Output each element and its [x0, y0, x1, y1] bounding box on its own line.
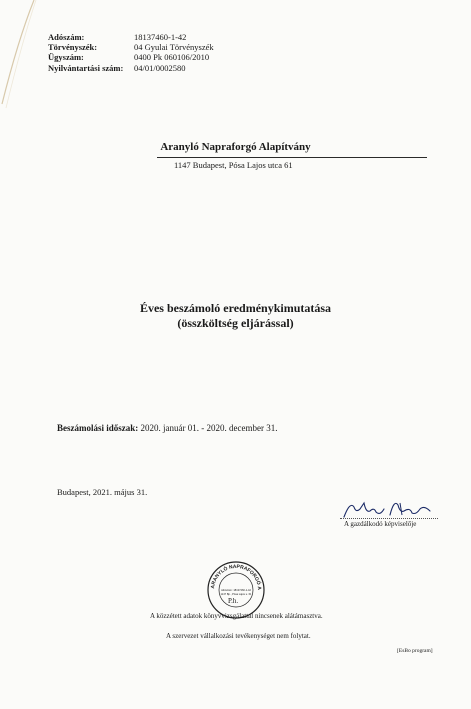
registry-number-label: Nyilvántartási szám: — [48, 62, 124, 73]
tax-number-label: Adószám: — [48, 32, 85, 42]
organization-name: Aranyló Napraforgó Alapítvány — [160, 141, 311, 153]
business-activity-statement: A szervezet vállalkozási tevékenységet nem folytat. — [166, 632, 311, 640]
paper-fold-mark — [0, 0, 40, 110]
signature-line — [340, 518, 438, 519]
tax-number-row — [48, 32, 214, 42]
case-number-label: Ügyszám: — [48, 52, 84, 63]
registration-details — [48, 32, 214, 73]
registry-number-row — [48, 63, 214, 73]
case-number-value: 0400 Pk 060106/2010 — [134, 52, 210, 63]
document-title — [0, 301, 471, 331]
court-value: 04 Gyulai Törvényszék — [134, 42, 214, 53]
software-label: [EsBo program] — [397, 648, 433, 654]
document-title-line2: (összköltség eljárással) — [177, 316, 294, 330]
case-number-row — [48, 52, 214, 62]
reporting-period — [57, 423, 277, 433]
audit-statement: A közzétett adatok könyvvizsgálattal nincsenek alátámasztva. — [150, 612, 323, 620]
registry-number-value: 04/01/0002580 — [134, 62, 186, 73]
stamp-address-line2: 1147 Bp., Pósa Lajos u. 61 — [220, 593, 252, 596]
document-title-line1: Éves beszámoló eredménykimutatása — [139, 301, 332, 315]
organization-stamp — [206, 560, 266, 620]
organization-address: 1147 Budapest, Pósa Lajos utca 61 — [174, 160, 293, 170]
tax-number-value: 18137460-1-42 — [134, 32, 187, 42]
stamp-text: ARANYLÓ NAPRAFORGÓ A — [210, 563, 263, 591]
organization-underline — [157, 157, 427, 158]
court-label: Törvényszék: — [48, 42, 98, 53]
seal-placeholder: P.h. — [228, 597, 239, 605]
reporting-period-label: Beszámolási időszak: — [57, 423, 139, 433]
court-row — [48, 42, 214, 52]
reporting-period-value: 2020. január 01. - 2020. december 31. — [140, 423, 278, 433]
stamp-address-line1: Adószám: 18137460-1-42 — [221, 589, 251, 592]
signature-label: A gazdálkodó képviselője — [344, 520, 417, 528]
place-and-date: Budapest, 2021. május 31. — [57, 487, 148, 497]
svg-text:ARANYLÓ NAPRAFORGÓ ALAPÍTVÁNY — [206, 560, 263, 591]
